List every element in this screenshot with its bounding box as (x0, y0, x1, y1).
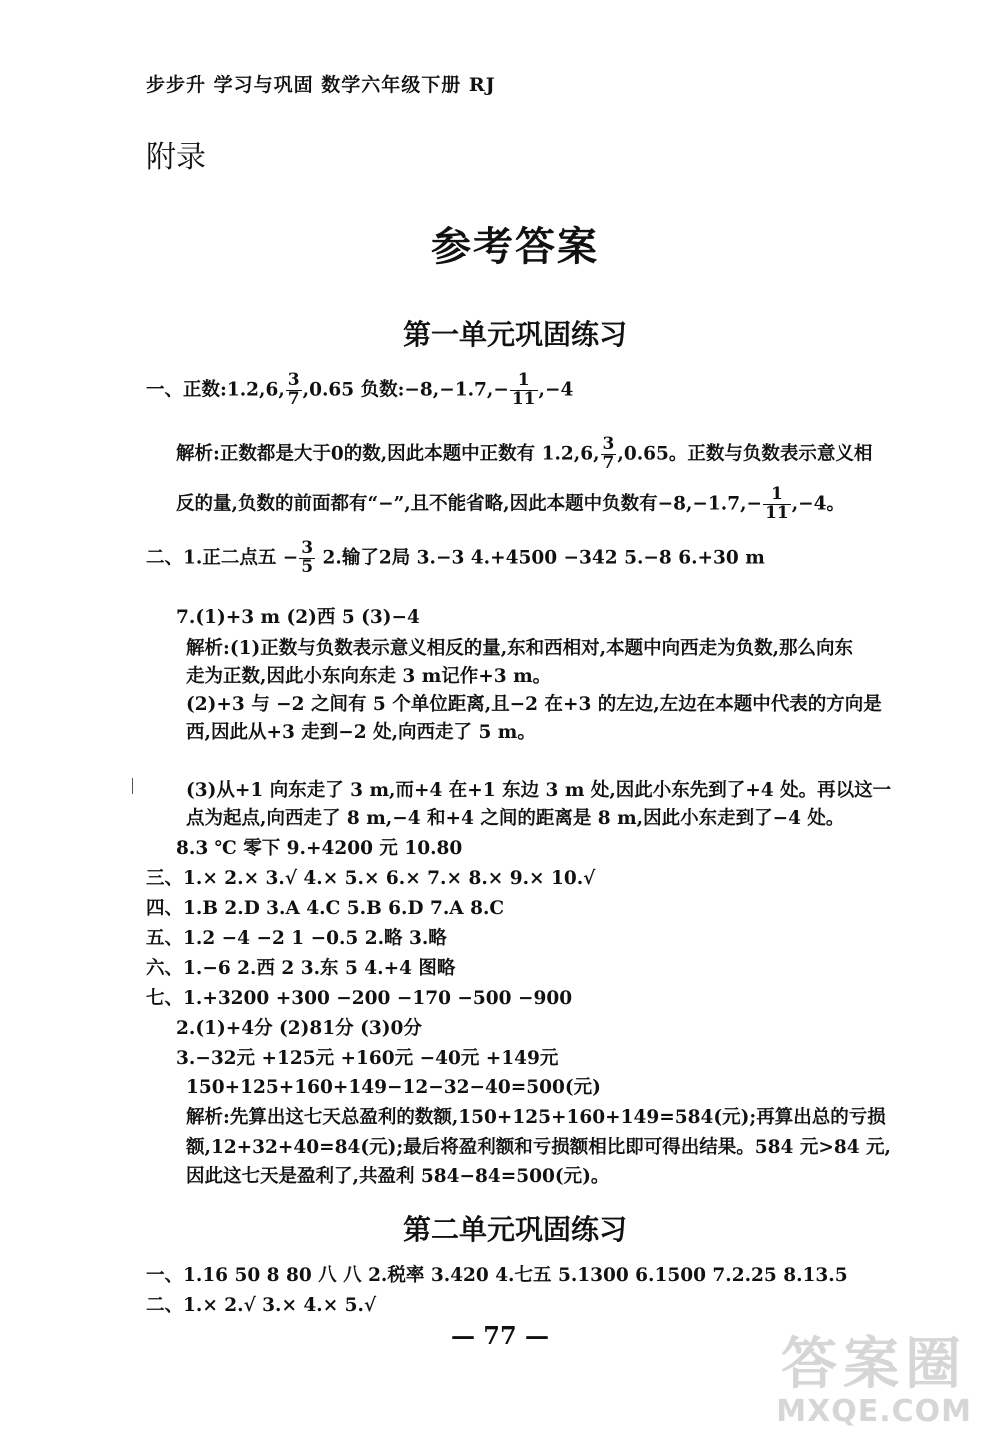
s1-q7-exp-1: 解析:先算出这七天总盈利的数额,150+125+160+149=584(元);再算出总的亏损 (186, 1107, 886, 1128)
s1-q6: 六、1.−6 2.西 2 3.东 5 4.+4 图略 (146, 958, 456, 979)
s1-q2-7-exp-5: (3)从+1 向东走了 3 m,而+4 在+1 东边 3 m 处,因此小东先到了+4 处。再以这一 (186, 780, 892, 801)
s1-q3: 三、1.× 2.× 3.√ 4.× 5.× 6.× 7.× 8.× 9.× 10.√ (146, 868, 596, 889)
running-header: 步步升 学习与巩固 数学六年级下册 RJ (146, 74, 496, 96)
s2-q2: 二、1.× 2.√ 3.× 4.× 5.√ (146, 1295, 377, 1316)
fraction-numerator: 3 (602, 434, 615, 454)
margin-mark (132, 778, 133, 794)
s1-q1-text-b: ,0.65 负数:−8,−1.7,− (302, 379, 509, 401)
fraction-3-7 (286, 372, 302, 409)
appendix-label: 附录 (146, 140, 206, 175)
section-1-title: 第一单元巩固练习 (402, 318, 627, 351)
s1-q1-line (146, 372, 573, 409)
fraction-denominator: 7 (287, 388, 300, 409)
watermark-top: 答案圈 (781, 1332, 968, 1397)
page-title: 参考答案 (431, 224, 599, 270)
fraction-numerator: 1 (763, 486, 791, 505)
fraction-1-11 (510, 372, 538, 409)
fraction-numerator: 3 (301, 538, 314, 558)
fraction-denominator: 11 (511, 388, 536, 409)
s1-q2-7-exp-4: 西,因此从+3 走到−2 处,向西走了 5 m。 (186, 722, 536, 743)
s1-q2-7-exp-1: 解析:(1)正数与负数表示意义相反的量,东和西相对,本题中向西走为负数,那么向东 (186, 638, 854, 659)
watermark-url: MXQE.COM (776, 1394, 972, 1429)
s1-q2-8: 8.3 ℃ 零下 9.+4200 元 10.80 (176, 838, 463, 859)
s1-q7-exp-3: 因此这七天是盈利了,共盈利 584−84=500(元)。 (186, 1166, 610, 1187)
s1-q7-3-calc: 150+125+160+149−12−32−40=500(元) (186, 1077, 601, 1098)
s1-q1-text-c: ,−4 (538, 379, 574, 401)
s1-q1-exp2-text-a: 反的量,负数的前面都有“−”,且不能省略,因此本题中负数有−8,−1.7,− (176, 493, 763, 515)
fraction-numerator: 3 (287, 370, 300, 390)
s1-q1-exp1-text-b: ,0.65。正数与负数表示意义相 (617, 443, 873, 465)
s1-q2-7-exp-6: 点为起点,向西走了 8 m,−4 和+4 之间的距离是 8 m,因此小东走到了−4 处。 (186, 808, 845, 829)
fraction-1-11 (763, 486, 791, 523)
s1-q7: 七、1.+3200 +300 −200 −170 −500 −900 (146, 988, 573, 1009)
s1-q5: 五、1.2 −4 −2 1 −0.5 2.略 3.略 (146, 928, 447, 949)
fraction-3-7 (601, 436, 617, 473)
s1-q1-text-a: 一、正数:1.2,6, (146, 379, 285, 401)
s1-q7-exp-2: 额,12+32+40=84(元);最后将盈利额和亏损额相比即可得出结果。584 元>84 元, (186, 1137, 891, 1158)
s1-q2-text-a: 二、1.正二点五 − (146, 547, 299, 569)
s1-q1-explanation-2 (176, 486, 845, 523)
s1-q4: 四、1.B 2.D 3.A 4.C 5.B 6.D 7.A 8.C (146, 898, 505, 919)
s1-q7-2: 2.(1)+4分 (2)81分 (3)0分 (176, 1018, 422, 1039)
fraction-3-5 (299, 540, 315, 577)
s1-q2-7: 7.(1)+3 m (2)西 5 (3)−4 (176, 607, 420, 628)
s2-q1: 一、1.16 50 8 80 八 八 2.税率 3.420 4.七五 5.1300 6.1500 7.2.25 8.13.5 (146, 1265, 848, 1286)
s1-q2-7-exp-2: 走为正数,因此小东向东走 3 m记作+3 m。 (186, 666, 552, 687)
fraction-numerator: 1 (510, 372, 538, 391)
fraction-denominator: 11 (765, 502, 789, 523)
s1-q1-explanation-1 (176, 436, 872, 473)
s1-q2-line (146, 540, 765, 577)
fraction-denominator: 7 (602, 452, 615, 473)
s1-q2-7-exp-3: (2)+3 与 −2 之间有 5 个单位距离,且−2 在+3 的左边,左边在本题中代表的方向是 (186, 694, 882, 715)
s1-q2-text-b: 2.输了2局 3.−3 4.+4500 −342 5.−8 6.+30 m (316, 547, 765, 569)
section-2-title: 第二单元巩固练习 (402, 1213, 627, 1246)
s1-q1-exp1-text-a: 解析:正数都是大于0的数,因此本题中正数有 1.2,6, (176, 443, 600, 465)
s1-q7-3: 3.−32元 +125元 +160元 −40元 +149元 (176, 1048, 559, 1069)
watermark-logo (776, 1320, 972, 1429)
fraction-denominator: 5 (301, 556, 314, 577)
s1-q1-exp2-text-b: ,−4。 (791, 493, 846, 515)
page-number: — 77 — (450, 1321, 550, 1350)
